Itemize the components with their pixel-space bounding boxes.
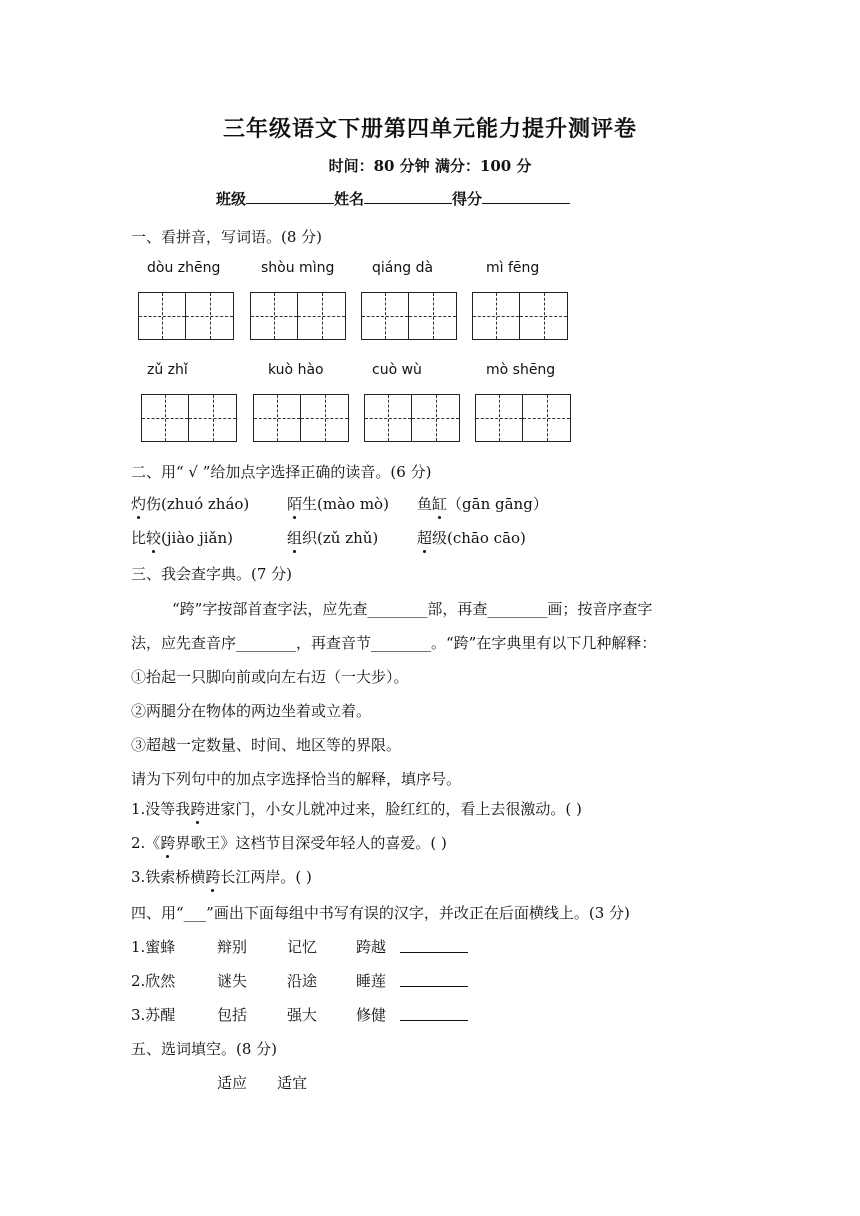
section2-heading: 二、用“ √ ”给加点字选择正确的读音。(6 分) (131, 463, 432, 481)
question-2[interactable]: 2.《跨界歌王》这档节目深受年轻人的喜爱。( ) (131, 834, 447, 852)
pinyin-8: mò shēng (486, 362, 556, 378)
name-label: 姓名 (334, 190, 365, 208)
reading-choice-3[interactable]: 鱼缸（gān gāng） (417, 495, 548, 513)
reading-choice-5[interactable]: 组织(zǔ zhǔ) (287, 529, 379, 547)
word-choice-2: 适宜 (277, 1074, 308, 1092)
pinyin-1: dòu zhēng (147, 260, 221, 276)
exam-meta: 时间：80 分钟 满分：100 分 (328, 157, 532, 175)
dictionary-paragraph-line1: “跨”字按部首查字法，应先查________部，再查________画；按音序查字 (172, 600, 653, 618)
class-label: 班级 (216, 190, 247, 208)
name-blank[interactable] (364, 189, 452, 204)
writing-box-4[interactable] (472, 292, 568, 340)
question-3[interactable]: 3.铁索桥横跨长江两岸。( ) (131, 868, 312, 886)
word-2-4[interactable]: 睡莲 (356, 972, 387, 990)
pinyin-7: cuò wù (372, 362, 422, 378)
student-info (216, 188, 570, 209)
section5-heading: 五、选词填空。(8 分) (131, 1040, 278, 1058)
section4-heading: 四、用“___”画出下面每组中书写有误的汉字，并改正在后面横线上。(3 分) (131, 904, 630, 922)
word-1-4[interactable]: 跨越 (356, 938, 387, 956)
pinyin-2: shòu mìng (261, 260, 335, 276)
pinyin-3: qiáng dà (372, 260, 434, 276)
question-1[interactable]: 1.没等我跨进家门，小女儿就冲过来，脸红红的，看上去很激动。( ) (131, 800, 582, 818)
instruction: 请为下列句中的加点字选择恰当的解释，填序号。 (131, 770, 462, 788)
writing-box-8[interactable] (475, 394, 571, 442)
dictionary-paragraph-line2: 法，应先查音序________，再查音节________。“跨”在字典里有以下几种解释： (131, 634, 657, 652)
definition-3: ③超越一定数量、时间、地区等的界限。 (131, 736, 402, 754)
answer-line-2[interactable] (400, 972, 468, 991)
writing-box-2[interactable] (250, 292, 346, 340)
word-2-3[interactable]: 沿途 (287, 972, 318, 990)
reading-choice-6[interactable]: 超级(chāo cāo) (417, 529, 526, 547)
word-3-1[interactable]: 3.苏醒 (131, 1006, 176, 1024)
reading-choice-1[interactable]: 灼伤(zhuó zháo) (131, 495, 250, 513)
writing-box-3[interactable] (361, 292, 457, 340)
definition-1: ①抬起一只脚向前或向左右迈（一大步）。 (131, 668, 409, 686)
word-3-4[interactable]: 修健 (356, 1006, 387, 1024)
definition-2: ②两腿分在物体的两边坐着或立着。 (131, 702, 372, 720)
writing-box-6[interactable] (253, 394, 349, 442)
answer-line-3[interactable] (400, 1006, 468, 1025)
section1-heading: 一、看拼音，写词语。(8 分) (131, 228, 323, 246)
section3-heading: 三、我会查字典。(7 分) (131, 565, 293, 583)
reading-choice-2[interactable]: 陌生(mào mò) (287, 495, 389, 513)
pinyin-5: zǔ zhǐ (147, 362, 188, 378)
class-blank[interactable] (246, 189, 334, 204)
pinyin-4: mì fēng (486, 260, 540, 276)
pinyin-6: kuò hào (268, 362, 324, 378)
word-2-2[interactable]: 谜失 (217, 972, 248, 990)
word-1-3[interactable]: 记忆 (287, 938, 318, 956)
word-3-2[interactable]: 包括 (217, 1006, 248, 1024)
reading-choice-4[interactable]: 比较(jiào jiǎn) (131, 529, 233, 547)
writing-box-1[interactable] (138, 292, 234, 340)
word-1-2[interactable]: 辩别 (217, 938, 248, 956)
word-3-3[interactable]: 强大 (287, 1006, 318, 1024)
writing-box-7[interactable] (364, 394, 460, 442)
score-blank[interactable] (482, 189, 570, 204)
word-1-1[interactable]: 1.蜜蜂 (131, 938, 176, 956)
answer-line-1[interactable] (400, 938, 468, 957)
page-title: 三年级语文下册第四单元能力提升测评卷 (222, 116, 637, 142)
word-choice-1: 适应 (217, 1074, 248, 1092)
writing-box-5[interactable] (141, 394, 237, 442)
word-2-1[interactable]: 2.欣然 (131, 972, 176, 990)
score-label: 得分 (452, 190, 483, 208)
